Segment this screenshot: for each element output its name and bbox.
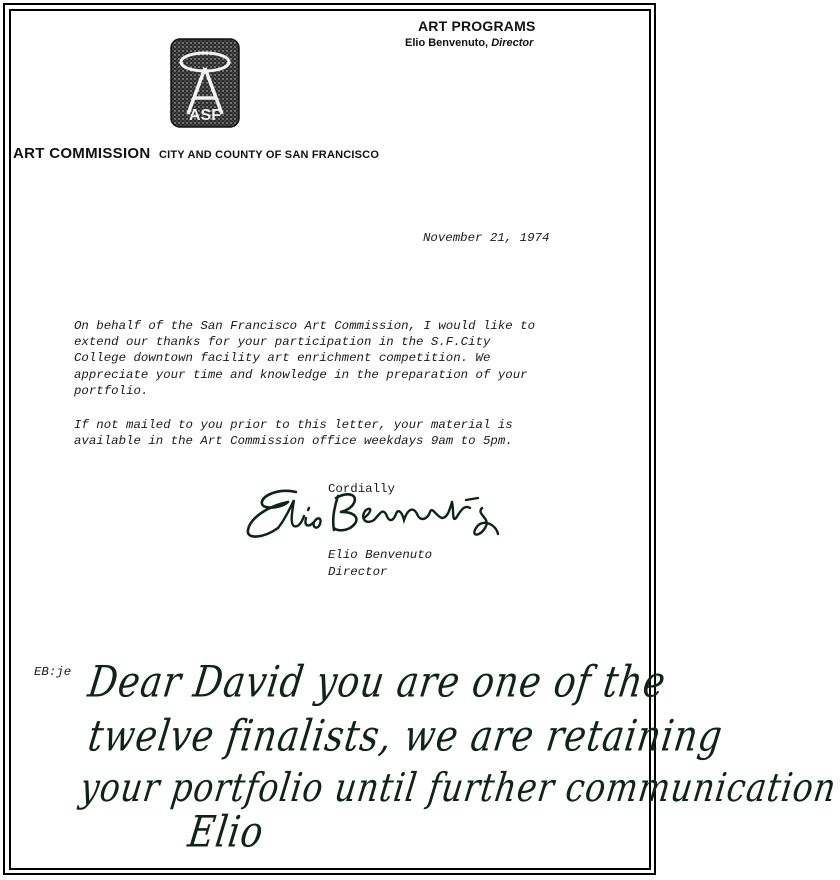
handwritten-signoff: Elio	[185, 808, 267, 858]
handwritten-line: your portfolio until further communication	[77, 764, 840, 811]
paragraph-line: extend our thanks for your participation in the S.F.City	[74, 335, 491, 350]
paragraph-line: available in the Art Commission office weekdays 9am to 5pm.	[74, 434, 513, 449]
director-name: Elio Benvenuto,	[405, 37, 489, 49]
handwritten-line: twelve finalists, we are retaining	[85, 712, 726, 762]
paragraph-line: On behalf of the San Francisco Art Commission, I would like to	[74, 319, 536, 333]
paragraph-line: appreciate your time and knowledge in the preparation of your	[74, 367, 528, 382]
director-role: Director	[491, 37, 534, 49]
paragraph-line: portfolio.	[74, 383, 149, 398]
paragraph-line: College downtown facility art enrichment competition. We	[74, 351, 491, 366]
body-paragraph-2	[74, 417, 614, 449]
jurisdiction: CITY AND COUNTY OF SAN FRANCISCO	[158, 149, 380, 161]
program-title: ART PROGRAMS	[418, 18, 536, 34]
signature	[238, 478, 508, 548]
organization-line	[13, 145, 379, 163]
handwritten-line: Dear David you are one of the	[85, 658, 670, 708]
art-commission-logo	[170, 38, 240, 128]
letter-date: November 21, 1974	[423, 231, 550, 245]
signer-name: Elio Benvenuto	[328, 548, 433, 562]
reference-initials: EB:je	[34, 665, 72, 679]
logo-text: ASF	[189, 107, 221, 124]
director-line	[405, 37, 533, 49]
signer-title: Director	[328, 565, 388, 579]
closing: Cordially	[328, 482, 395, 496]
body-paragraph-1	[74, 318, 614, 399]
paragraph-line: If not mailed to you prior to this letter, your material is	[74, 418, 513, 432]
handwritten-note	[77, 640, 840, 865]
organization-name: ART COMMISSION	[13, 145, 151, 162]
